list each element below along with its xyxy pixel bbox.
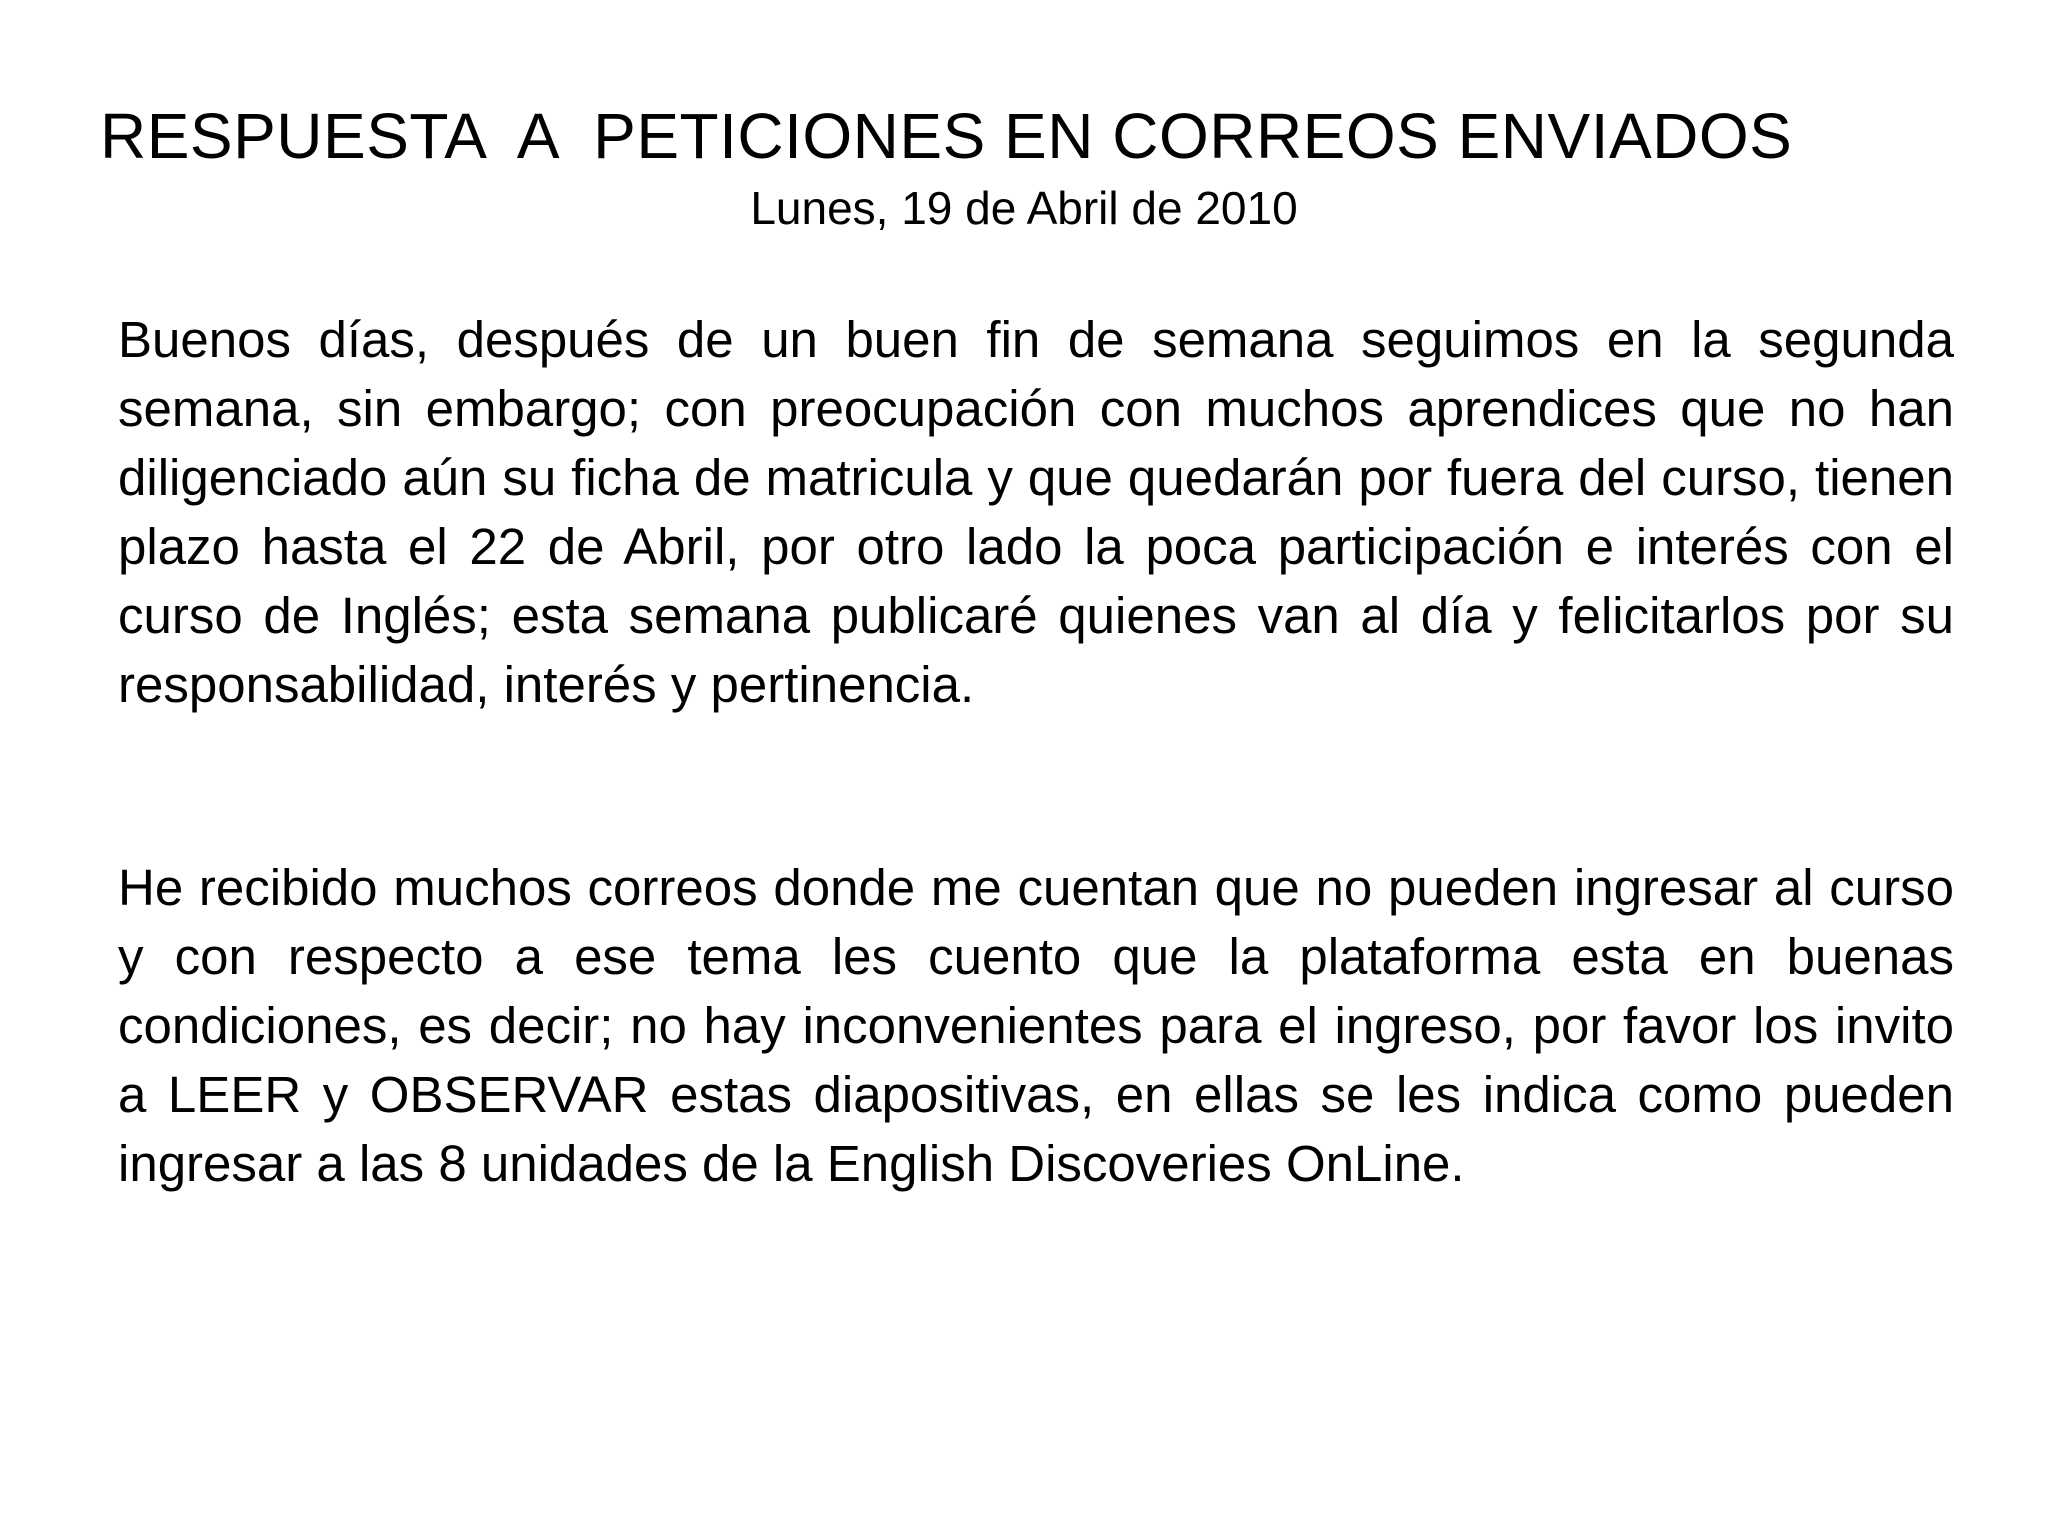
body-paragraph-2: He recibido muchos correos donde me cuentan que no pueden ingresar al curso y con respecto a ese tema les cuento que la plataforma esta en buenas condiciones, es decir; no hay inconvenientes para el ingreso, por favor los invito a LEER y OBSERVAR estas diapositivas, en ellas se les indica como pueden ingresar a las 8 unidades de la English Discoveries OnLine. bbox=[118, 859, 1954, 1192]
slide-date: Lunes, 19 de Abril de 2010 bbox=[750, 182, 1298, 234]
body-paragraph-1: Buenos días, después de un buen fin de semana seguimos en la segunda semana, sin embargo; con preocupación con muchos aprendices que no han diligenciado aún su ficha de matricula y que quedarán por fuera del curso, tienen plazo hasta el 22 de Abril, por otro lado la poca participación e interés con el curso de Inglés; esta semana publicaré quienes van al día y felicitarlos por su responsabilidad, interés y pertinencia. bbox=[118, 311, 1954, 713]
slide-title: RESPUESTA A PETICIONES EN CORREOS ENVIADOS bbox=[100, 100, 1793, 172]
